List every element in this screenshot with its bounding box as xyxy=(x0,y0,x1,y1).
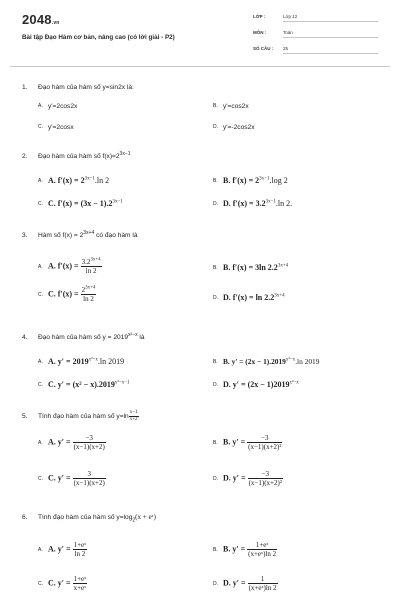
question-4: 4. Đạo hàm của hàm số $y = 2019^{x^2-x}$ là xyxy=(22,331,145,341)
meta-value-count: 25 xyxy=(283,46,378,54)
option-2d[interactable]: D. D. $f'(x) = 3.2^{3x-1}.\ln$ 2. xyxy=(213,199,293,208)
option-6c[interactable]: C. C. y′ = $\frac{\text{1+eˣ}}{\text{x+eˣ}}$ xyxy=(38,575,87,593)
fraction: $\frac{-3}{\text{(x−1)(x+2)²}}$ xyxy=(248,434,282,452)
meta-label-count: SỐ CÂU : xyxy=(253,46,274,51)
site-logo[interactable] xyxy=(22,12,60,27)
fraction: $\frac{3.2^{3x+4}}{\ln 2}$ xyxy=(81,257,101,276)
option-1c[interactable]: C. y'=2cosx xyxy=(38,124,74,131)
option-6b[interactable]: B. B. y′ = $\frac{\text{1+eˣ}}{\text{(x+eˣ)ln 2}}$ xyxy=(213,541,277,559)
option-5a[interactable]: A. A. y′ = $\frac{-3}{(x-1)(x+2)}$ xyxy=(38,434,105,452)
fraction: $\frac{\text{1+eˣ}}{\text{(x+eˣ)ln 2}}$ xyxy=(248,541,277,559)
meta-value-subject: Toán xyxy=(283,30,378,38)
option-5b[interactable]: B. B. y′ = $\frac{-3}{\text{(x−1)(x+2)²}}$ xyxy=(213,434,282,452)
fraction: $\frac{1}{\text{(x+eˣ)ln 2}}$ xyxy=(248,575,277,593)
option-2a[interactable]: A. A. $f'(x) = 2^{3x-1}.\ln$ 2 xyxy=(38,176,110,185)
option-2b[interactable]: B. B. $f'(x) = 2^{3x-1}.\log$ 2 xyxy=(213,176,288,185)
fraction: $\frac{\text{1+eˣ}}{\text{x+eˣ}}$ xyxy=(73,575,87,593)
option-4d[interactable]: D. D. $y' = (2x - 1)2019^{x^2-x}$ xyxy=(213,380,299,389)
logo-text: 2048 xyxy=(22,12,52,27)
option-6d[interactable]: D. D. y′ = $\frac{1}{\text{(x+eˣ)ln 2}}$ xyxy=(213,575,277,593)
fraction: $\frac{2^{3x+4}}{\ln 2}$ xyxy=(81,285,96,304)
page-header xyxy=(0,0,400,62)
fraction: $\frac{-3}{\text{(x−1)(x+2)²}}$ xyxy=(248,470,282,488)
document-title: Bài tập Đạo Hàm cơ bản, nâng cao (có lời giải - P2) xyxy=(22,34,175,41)
fraction: $\frac{3}{(x-1)(x+2)}$ xyxy=(73,470,105,488)
option-1a[interactable]: A. y'=2cos2x xyxy=(38,103,78,110)
meta-value-class: Lớp 12 xyxy=(283,14,378,22)
question-2: 2. Đạo hàm của hàm số $f(x)=2^{3x-1}$ xyxy=(22,150,131,160)
fraction: $\frac{x-1}{x+2}$ xyxy=(129,410,138,422)
option-4a[interactable]: A. A. $y' = 2019^{x^2-x}.\ln$ 2019 xyxy=(38,357,125,366)
header-divider xyxy=(10,66,390,67)
option-5c[interactable]: C. C. y′ = $\frac{3}{(x-1)(x+2)}$ xyxy=(38,470,105,488)
option-3b[interactable]: B. B. f′(x) = 3ln $2.2^{3x+4}$ xyxy=(213,263,289,272)
question-1 xyxy=(22,84,134,91)
question-6: 6. Tính đạo hàm của hàm số $y=\log_2(x$ + eˣ) xyxy=(22,513,156,524)
question-text: Đạo hàm của hàm số y=sin2x là: xyxy=(38,84,134,91)
option-6a[interactable]: A. A. y′ = $\frac{\text{1+eˣ}}{\ln 2}$ xyxy=(38,541,87,559)
fraction: $\frac{\text{1+eˣ}}{\ln 2}$ xyxy=(73,541,87,559)
option-3a[interactable]: A. A. f′(x) = $\frac{3.2^{3x+4}}{\ln 2}$ xyxy=(38,257,101,276)
question-number: 1. xyxy=(22,84,28,91)
question-5: 5. Tính đạo hàm của hàm số y=ln $\frac{x-1}{x+2}$ xyxy=(22,410,138,422)
fraction: $\frac{-3}{(x-1)(x+2)}$ xyxy=(73,434,105,452)
option-1d[interactable]: D. y'=-2cos2x xyxy=(213,124,255,131)
option-2c[interactable]: C. C. $f'(x) = (3x - 1).2^{3x-1}$ xyxy=(38,199,123,208)
option-1b[interactable]: B. y'=cos2x xyxy=(213,103,249,110)
option-4b[interactable]: B. B. $y' = (2x - 1).2019^{x^2-x}.\ln$ 2019 xyxy=(213,357,320,366)
option-5d[interactable]: D. D. y′ = $\frac{-3}{\text{(x−1)(x+2)²}}$ xyxy=(213,470,282,488)
meta-label-class: LỚP : xyxy=(253,14,266,19)
option-4c[interactable]: C. C. $y' = (x^2 - x).2019^{x^2-x-1}$ xyxy=(38,380,130,389)
option-3c[interactable]: C. C. f′(x) = $\frac{2^{3x+4}}{\ln 2}$ xyxy=(38,285,96,304)
logo-suffix: .vn xyxy=(51,20,60,26)
question-3: 3. Hàm số $f(x) = 2^{3x+4}$ có đạo hàm là xyxy=(22,229,138,239)
option-3d[interactable]: D. D. $f'(x) = \ln 2.2^{3x+4}$ xyxy=(213,293,285,302)
meta-label-subject: MÔN : xyxy=(253,30,267,35)
